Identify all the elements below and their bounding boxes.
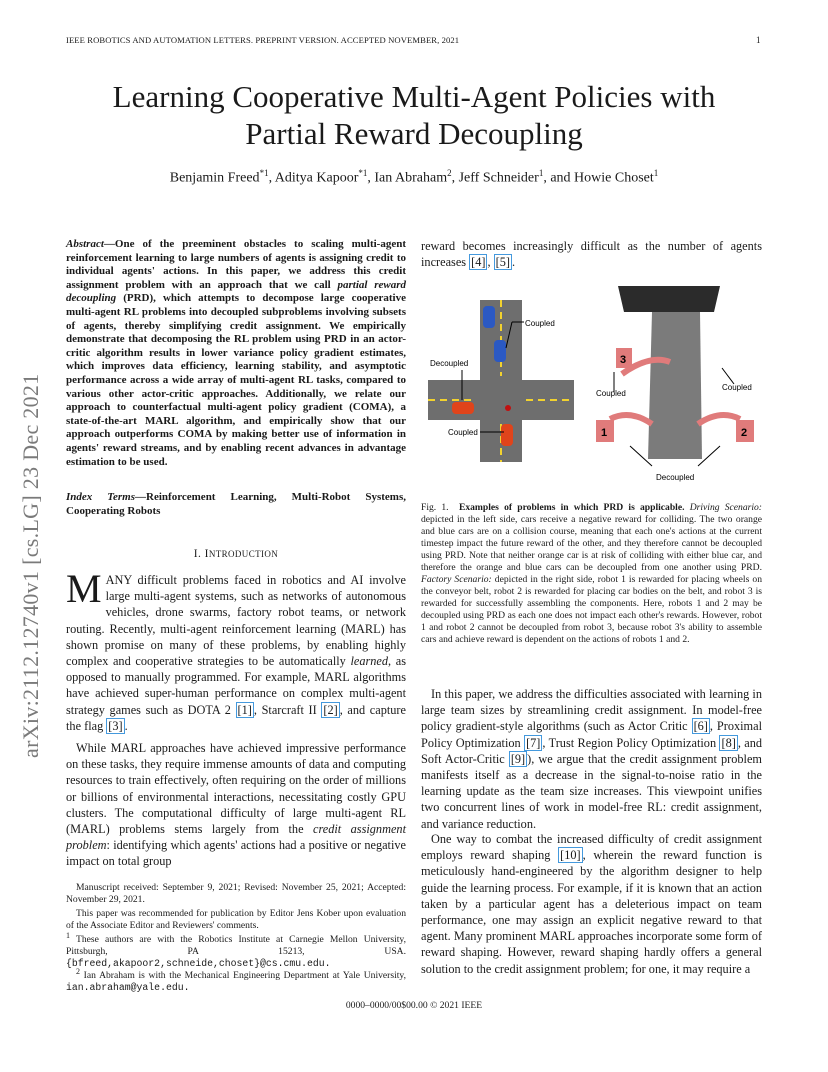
abstract-lead: Abstract	[66, 238, 104, 250]
caption-italic: Driving Scenario:	[689, 502, 763, 513]
citation-link[interactable]: [9]	[510, 751, 526, 766]
caption-text: depicted in the right side, robot 1 is rewarded for placing wheels on the conveyor belt, robot 2 is rewarded for placing car bodies on the belt, and robot 3 is rewarded for successfully assembling the components. Here, robots 1 and 2 may be decoupled using PRD as each one does not impact each other's rewards. However, robot 1 and robot 2 cannot be decoupled from robot 3, because robot 3's ability to assemble cars and achieve reward is dependent on the actions of robots 1 and 2.	[421, 574, 762, 645]
label-coupled-top: Coupled	[525, 319, 555, 328]
drop-cap: M	[66, 566, 102, 611]
email-link[interactable]: {bfreed,akapoor2,schneide,choset}@cs.cmu.edu.	[66, 958, 331, 970]
collision-point	[505, 405, 511, 411]
author-sep: , and	[543, 170, 575, 186]
right-column-continuation	[421, 238, 762, 270]
blue-car	[483, 306, 495, 328]
author-affil: *1	[259, 168, 269, 178]
body-emphasis: credit assignment problem	[66, 822, 406, 853]
robot-1-label: 1	[601, 427, 608, 439]
right-paragraph-2	[421, 831, 762, 977]
author-sep: ,	[367, 170, 375, 186]
abstract-text: —One of the preeminent obstacles to scaling multi-agent reinforcement learning to large numbers of agents is assigning credit to individual agents' actions. In this paper, we address this credit assignment problem with an approach that we call	[66, 238, 406, 291]
intro-paragraph-2	[66, 740, 406, 870]
intro-paragraph-1	[66, 566, 406, 734]
section-heading	[66, 548, 406, 560]
caption-text: depicted in the left side, cars receive a negative reward for colliding. The two orange and blue cars are on a collision course, meaning that each one's actions at the current timestep impact the future reward of the other, and they therefore cannot be decoupled using PRD. Note that neither orange car is at risk of colliding with either blue car, and therefore the orange and blue cars can be decoupled from one another using PRD.	[421, 514, 762, 573]
body-text: .	[124, 718, 128, 733]
footnote-editor: This paper was recommended for publication by Editor Jens Kober upon evaluation of the Associate Editor and Reviewers' comments.	[66, 908, 406, 931]
robot-2-label: 2	[741, 427, 748, 439]
label-coupled-right: Coupled	[722, 383, 752, 392]
body-emphasis: learned	[350, 654, 389, 669]
page-footer: 0000–0000/00$00.00 © 2021 IEEE	[345, 1000, 483, 1011]
body-text: .	[511, 255, 516, 270]
footnote-text: Ian Abraham is with the Mechanical Engineering Department at Yale University,	[80, 970, 406, 982]
blue-car	[494, 340, 506, 362]
conveyor-housing	[618, 286, 720, 312]
factory-scenario-figure	[590, 284, 760, 484]
title-line-2: Partial Reward Decoupling	[245, 116, 583, 151]
footnote-affiliation-1	[66, 930, 406, 970]
index-terms-text: —Reinforcement Learning, Multi-Robot Systems, Cooperating Robots	[66, 491, 406, 517]
arxiv-stamp: arXiv:2112.12740v1 [cs.LG] 23 Dec 2021	[18, 373, 43, 758]
paper-title	[40, 78, 788, 152]
citation-link[interactable]: [4]	[471, 255, 486, 270]
body-text: ), we argue that the credit assignment problem manifests itself as a decrease in the signal-to-noise ratio in the learning update as the team size increases. This viewpoint unifies two concurrent lines of work in model-free RL: credit assignment, and variance reduction.	[421, 751, 762, 831]
footnote-manuscript: Manuscript received: September 9, 2021; Revised: November 25, 2021; Accepted: November 29, 2021.	[66, 882, 406, 905]
author-sep: ,	[451, 170, 459, 186]
body-text: , Starcraft II	[253, 702, 322, 717]
body-text: , Proximal Policy Optimization	[421, 719, 762, 750]
index-terms	[66, 491, 406, 518]
author-sep: ,	[268, 170, 275, 186]
label-decoupled: Decoupled	[656, 473, 695, 482]
robot-3-label: 3	[620, 354, 627, 366]
citation-link[interactable]: [3]	[108, 718, 123, 733]
citation-link[interactable]: [2]	[323, 702, 338, 717]
pointer-arrow	[722, 368, 734, 384]
right-paragraph-1	[421, 686, 762, 832]
author-affil: 1	[538, 168, 544, 178]
abstract	[66, 238, 406, 469]
body-text: While MARL approaches have achieved impressive performance on these tasks, they require immense amounts of data and computing resources to train effectively, often requiring on the order of millions or billions of environmental interactions, necessitating costly GPU clusters. The computational difficulty of large multi-agent RL (MARL) problems stems largely from the	[66, 741, 406, 837]
author-name: Ian Abraham	[374, 170, 448, 186]
driving-scenario-figure	[428, 300, 574, 462]
body-text: ANY difficult problems faced in robotics and AI involve large multi-agent systems, such as networks of autonomous vehicles, drone swarms, factory robot teams, or network routing. Recently, multi-agent reinforcement learning (MARL) has shown promise on many of these problems, by enabling highly complex and cooperative strategies to be automatically	[66, 573, 406, 669]
author-affil: *1	[358, 168, 368, 178]
body-text: : identifying which agents' actions had a positive or negative impact on total group	[66, 838, 406, 869]
body-text: , as opposed to manually programmed. For example, MARL algorithms have achieved super-human performance on complex multi-agent strategy games such as DOTA 2	[66, 654, 406, 717]
caption-italic: Factory Scenario:	[421, 574, 492, 585]
body-text: , Trust Region Policy Optimization	[542, 735, 720, 750]
citation-link[interactable]: [1]	[237, 702, 252, 717]
orange-car	[452, 402, 474, 414]
label-decoupled: Decoupled	[430, 359, 469, 368]
author-affil: 2	[447, 168, 452, 178]
body-text: , and Soft Actor-Critic	[421, 735, 763, 766]
author-name: Howie Choset	[574, 170, 654, 186]
label-coupled-left: Coupled	[596, 389, 626, 398]
robot-arm-2	[698, 415, 740, 424]
body-text: , wherein the reward function is meticulously hand-engineered by the algorithm designer to help guide the learning process. For example, if it is known that an action taken by a particular agent has a deleterious impact on team performance, one may assign an explicit negative reward to that agent. Many prominent MARL approaches incorporate some form of reward shaping. However, reward shaping hardly offers a general solution to the credit assignment problem; for one, it may require a	[421, 848, 763, 976]
section-number: I.	[193, 548, 202, 560]
footnote-text: These authors are with the Robotics Institute at Carnegie Mellon University, Pittsburgh, PA 15213, USA.	[66, 934, 406, 958]
author-affil: 1	[653, 168, 659, 178]
page-number: 1	[756, 35, 761, 45]
abstract-emphasis: partial reward decoupling	[66, 278, 407, 305]
abstract-text: (PRD), which attempts to decompose large cooperative multi-agent RL problems into decoupled subproblems involving subsets of agents, thereby simplifying credit assignment. We empirically demonstrate that decomposing the RL problem using PRD in an actor-critic algorithm results in lower variance policy gradient estimates, which improves data efficiency, learning stability, and asymptotic performance across a wide array of multi-agent RL tasks, compared to various other actor-critic approaches. Additionally, we relate our approach to counterfactual multi-agent policy gradient (COMA), a state-of-the-art MARL algorithm, and empirically show that our approach outperforms COMA by making better use of information in agents' reward streams, and by enabling recent advances in advantage estimation to be used.	[66, 292, 406, 468]
index-terms-lead: Index Terms	[66, 491, 136, 503]
email-link[interactable]: ian.abraham@yale.edu.	[66, 982, 190, 994]
running-head: IEEE ROBOTICS AND AUTOMATION LETTERS. PREPRINT VERSION. ACCEPTED NOVEMBER, 2021	[66, 35, 460, 45]
author-list	[40, 168, 788, 187]
orange-car	[501, 424, 513, 446]
caption-label: Fig. 1.	[421, 502, 449, 513]
section-title-initial: I	[204, 548, 209, 560]
label-coupled-bottom: Coupled	[448, 428, 478, 437]
citation-link[interactable]: [5]	[495, 255, 510, 270]
body-text: In this paper, we address the difficulties associated with learning in large team sizes by streamlining credit assignment. In model-free policy gradient-style algorithms (such as Actor Critic	[421, 687, 762, 734]
caption-bold: Examples of problems in which PRD is applicable.	[458, 502, 685, 513]
footnote-affiliation-2	[66, 966, 406, 994]
citation-link[interactable]: [7]	[526, 735, 541, 750]
footnote-mark: 2	[76, 967, 80, 976]
robot-arm-1	[610, 415, 652, 424]
author-name: Jeff Schneider	[458, 170, 539, 186]
author-name: Benjamin Freed	[169, 170, 260, 186]
title-line-1: Learning Cooperative Multi-Agent Policies with	[112, 79, 716, 114]
footnote-mark: 1	[66, 931, 70, 940]
citation-link[interactable]: [6]	[693, 719, 708, 734]
body-text: One way to combat the increased difficulty of credit assignment employs reward shaping	[421, 832, 762, 863]
conveyor-belt	[648, 312, 702, 459]
section-title-rest: NTRODUCTION	[208, 549, 279, 559]
body-text: , and capture the flag	[66, 702, 406, 733]
citation-link[interactable]: [10]	[560, 848, 581, 863]
figure-caption	[421, 502, 762, 646]
body-text: ,	[487, 255, 494, 270]
author-name: Aditya Kapoor	[274, 170, 359, 186]
body-text: reward becomes increasingly difficult as the number of agents increases	[421, 239, 762, 270]
citation-link[interactable]: [8]	[721, 735, 736, 750]
